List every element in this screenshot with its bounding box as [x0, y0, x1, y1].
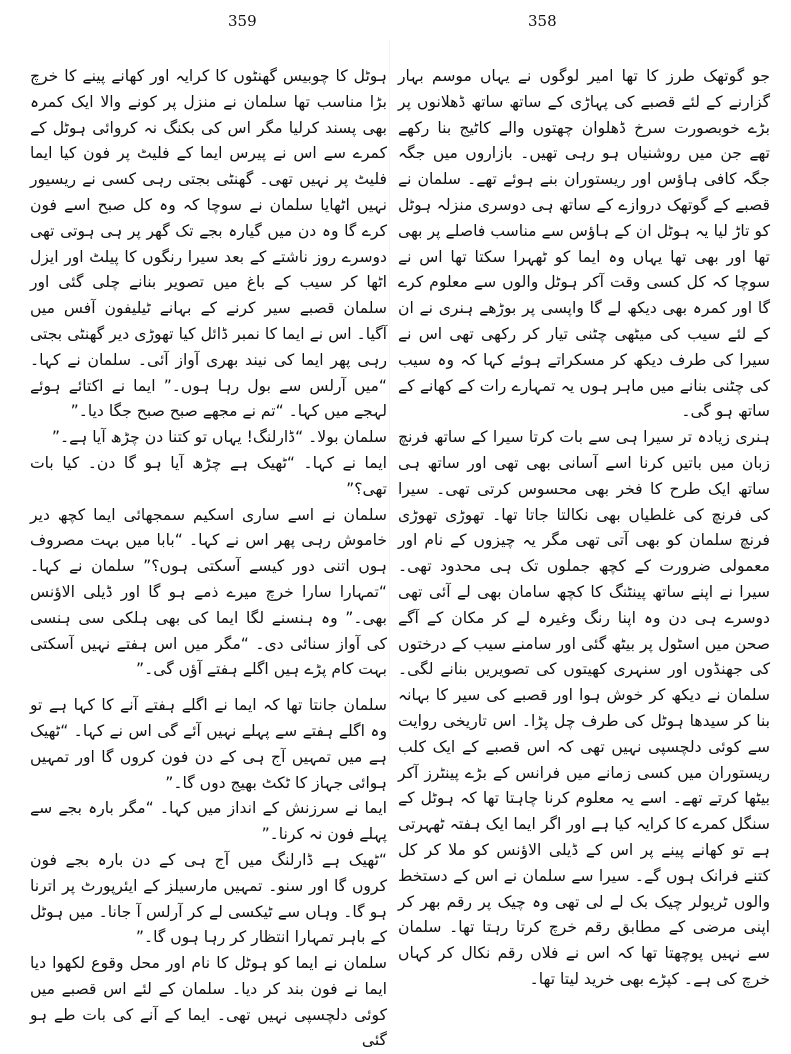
page-number-right: 358	[528, 12, 557, 30]
left-paragraph-1: ہوٹل کا چوبیس گھنٹوں کا کرایہ اور کھانے پینے کا خرچ بڑا مناسب تھا سلمان نے منزل پر کونے والا ایک کمرہ بھی پسند کرلیا مگر اس کی بکنگ نہ کروائی ہوٹل کے کمرے سے اس نے پیرس ایما کے فلیٹ پر فون کیا ایما فلیٹ پر نہیں تھی۔ گھنٹی بجتی رہی کسی نے ریسیور نہیں اٹھایا سلمان نے سوچا کہ وہ کل صبح اسے فون کرے گا وہ دن میں گیارہ بجے تک گھر پر ہی ہوتی تھی دوسرے روز ناشتے کے بعد سیرا رنگوں کا پیلٹ اور ایزل اٹھا کر سیب کے باغ میں تصویر بنانے چلی گئی اور سلمان قصبے سیر کرنے کے بہانے ٹیلیفون آفس میں آگیا۔ اس نے ایما کا نمبر ڈائل کیا تھوڑی دیر گھنٹی بجتی رہی پھر ایما کی نیند بھری آواز آئی۔ سلمان نے کہا۔ “میں آرلس سے بول رہا ہوں۔” ایما نے اکتائے ہوئے لہجے میں کہا۔ “تم نے مجھے صبح صبح جگا دیا۔”	[30, 67, 387, 421]
gutter-divider	[389, 40, 390, 760]
right-paragraph-1: جو گوتھک طرز کا تھا امیر لوگوں نے یہاں موسم بہار گزارنے کے لئے قصبے کی پہاڑی کے ساتھ ساتھ ڈھلانوں پر بڑے خوبصورت سرخ ڈھلوان چھتوں والے کاٹیج بنا رکھے تھے جن میں روشنیاں ہو رہی تھیں۔ بازاروں میں جگہ جگہ کافی ہاؤس اور ریستوران بنے ہوئے تھے۔ سلمان نے قصبے کے گوتھک دروازے کے ساتھ ہی دوسری منزلہ ہوٹل کو تاڑ لیا یہ ہوٹل ان کے ہاؤس سے مناسب فاصلے پر بھی تھا اور بھی تھا یہاں وہ ایما کو ٹھہرا سکتا تھا اس نے سوچا کہ کل کسی وقت آکر ہوٹل والوں سے معلوم کرے گا اور کمرہ بھی دیکھ لے گا واپسی پر بوڑھے ہنری نے ان کے لئے سیب کی میٹھی چٹنی تیار کر رکھی تھی اس نے سیرا کی طرف دیکھ کر مسکراتے ہوئے کہا کہ وہ سیب کی چٹنی بنانے میں ماہر ہوں یہ تمہارے رات کے کھانے کے ساتھ ہو گی۔	[398, 67, 770, 421]
page-number-left: 359	[228, 12, 257, 30]
left-paragraph-6: ایما نے سرزنش کے انداز میں کہا۔ “مگر بارہ بجے سے پہلے فون نہ کرنا۔”	[30, 799, 387, 844]
right-paragraph-2: ہنری زیادہ تر سیرا ہی سے بات کرتا سیرا کے ساتھ فرنچ زبان میں باتیں کرنا اسے آسانی بھی تھی اور ساتھ ہی ساتھ ایک طرح کا فخر بھی محسوس کرتی تھی۔ سیرا کی فرنچ کی غلطیاں بھی نکالتا جاتا تھا۔ تھوڑی تھوڑی فرنچ سلمان کو بھی آتی تھی مگر یہ چیزوں کے نام اور معمولی ضرورت کے کچھ جملوں تک ہی محدود تھی۔ سیرا نے اپنے ساتھ پینٹنگ کا کچھ سامان بھی لے آئی تھی دوسرے ہی دن وہ اپنا رنگ وغیرہ لے کر مکان کے آگے صحن میں اسٹول پر بیٹھ گئی اور سامنے سیب کے درختوں کی جھنڈوں اور سنہری کھیتوں کی تصویریں بنانے لگی۔ سلمان نے دیکھ کر خوش ہوا اور قصبے کی سیر کا بہانہ بنا کر سیدھا ہوٹل کی طرف چل پڑا۔ اس تاریخی روایت سے کوئی دلچسپی نہیں تھی کہ اس قصبے کے ایک کلب ریستوران میں کسی زمانے میں فرانس کے بڑے پینٹرز آکر بیٹھا کرتے تھے۔ اسے یہ معلوم کرنا چاہتا تھا کہ ہوٹل کے سنگل کمرے کا کرایہ کیا ہے اور اگر ایما ایک ہفتہ ٹھہرتی ہے تو کھانے پینے پر اس کے ڈیلی الاؤنس کو ملا کر کل کتنے فرانک ہوں گے۔ سیرا سے سلمان نے اس کے دستخط والوں ٹریولر چیک بک لے لی تھی وہ چیک پر رقم بھر کر اپنی مرضی کے مطابق رقم خرچ کرتا رہتا تھا۔ سلمان سے نہیں پوچھتا تھا کہ اس نے فلاں رقم نکال کر کہاں خرچ کی ہے۔ کپڑے بھی خرید لیتا تھا۔	[398, 428, 770, 988]
left-paragraph-3: ایما نے کہا۔ “ٹھیک ہے چڑھ آیا ہو گا دن۔ کیا بات تھی؟”	[30, 453, 387, 498]
paragraph-gap	[30, 683, 387, 693]
left-paragraph-5: سلمان جانتا تھا کہ ایما نے اگلے ہفتے آنے کا کہا ہے تو وہ اگلے ہفتے سے پہلے نہیں آئے گی اس نے کہا۔ “ٹھیک ہے میں تمہیں آج ہی کے دن فون کروں گا اور تمہیں ہوائی جہاز کا ٹکٹ بھیج دوں گا۔”	[30, 696, 387, 792]
right-page-text	[398, 64, 770, 988]
left-paragraph-2: سلمان بولا۔ “ڈارلنگ! یہاں تو کتنا دن چڑھ آیا ہے۔”	[51, 428, 387, 447]
left-page-text	[30, 64, 387, 1050]
left-paragraph-4: سلمان نے اسے ساری اسکیم سمجھائی ایما کچھ دیر خاموش رہی پھر اس نے کہا۔ “بابا میں بہت مصروف ہوں اتنی دور کیسے آسکتی ہوں؟” سلمان نے کہا۔ “تمہارا سارا خرچ میرے ذمے ہو گا اور ڈیلی الاؤنس بھی۔” وہ ہنسنے لگا ایما کی بھی ہلکی سی ہنسی کی آواز سنائی دی۔ “مگر میں اس ہفتے نہیں آسکتی بہت کام پڑے ہیں اگلے ہفتے آؤں گی۔”	[30, 505, 387, 679]
left-paragraph-8: سلمان نے ایما کو ہوٹل کا نام اور محل وقوع لکھوا دیا ایما نے فون بند کر دیا۔ سلمان کے لئے اس قصبے میں کوئی دلچسپی نہیں تھی۔ ایما کے آنے کی بات طے ہو گئی	[30, 954, 387, 1050]
left-paragraph-7: “ٹھیک ہے ڈارلنگ میں آج ہی کے دن بارہ بجے فون کروں گا اور سنو۔ تمہیں مارسیلز کے ایئرپورٹ پر اترنا ہو گا۔ وہاں سے ٹیکسی لے کر آرلس آ جانا۔ میں ہوٹل کے باہر تمہارا انتظار کر رہا ہوں گا۔”	[30, 850, 387, 947]
